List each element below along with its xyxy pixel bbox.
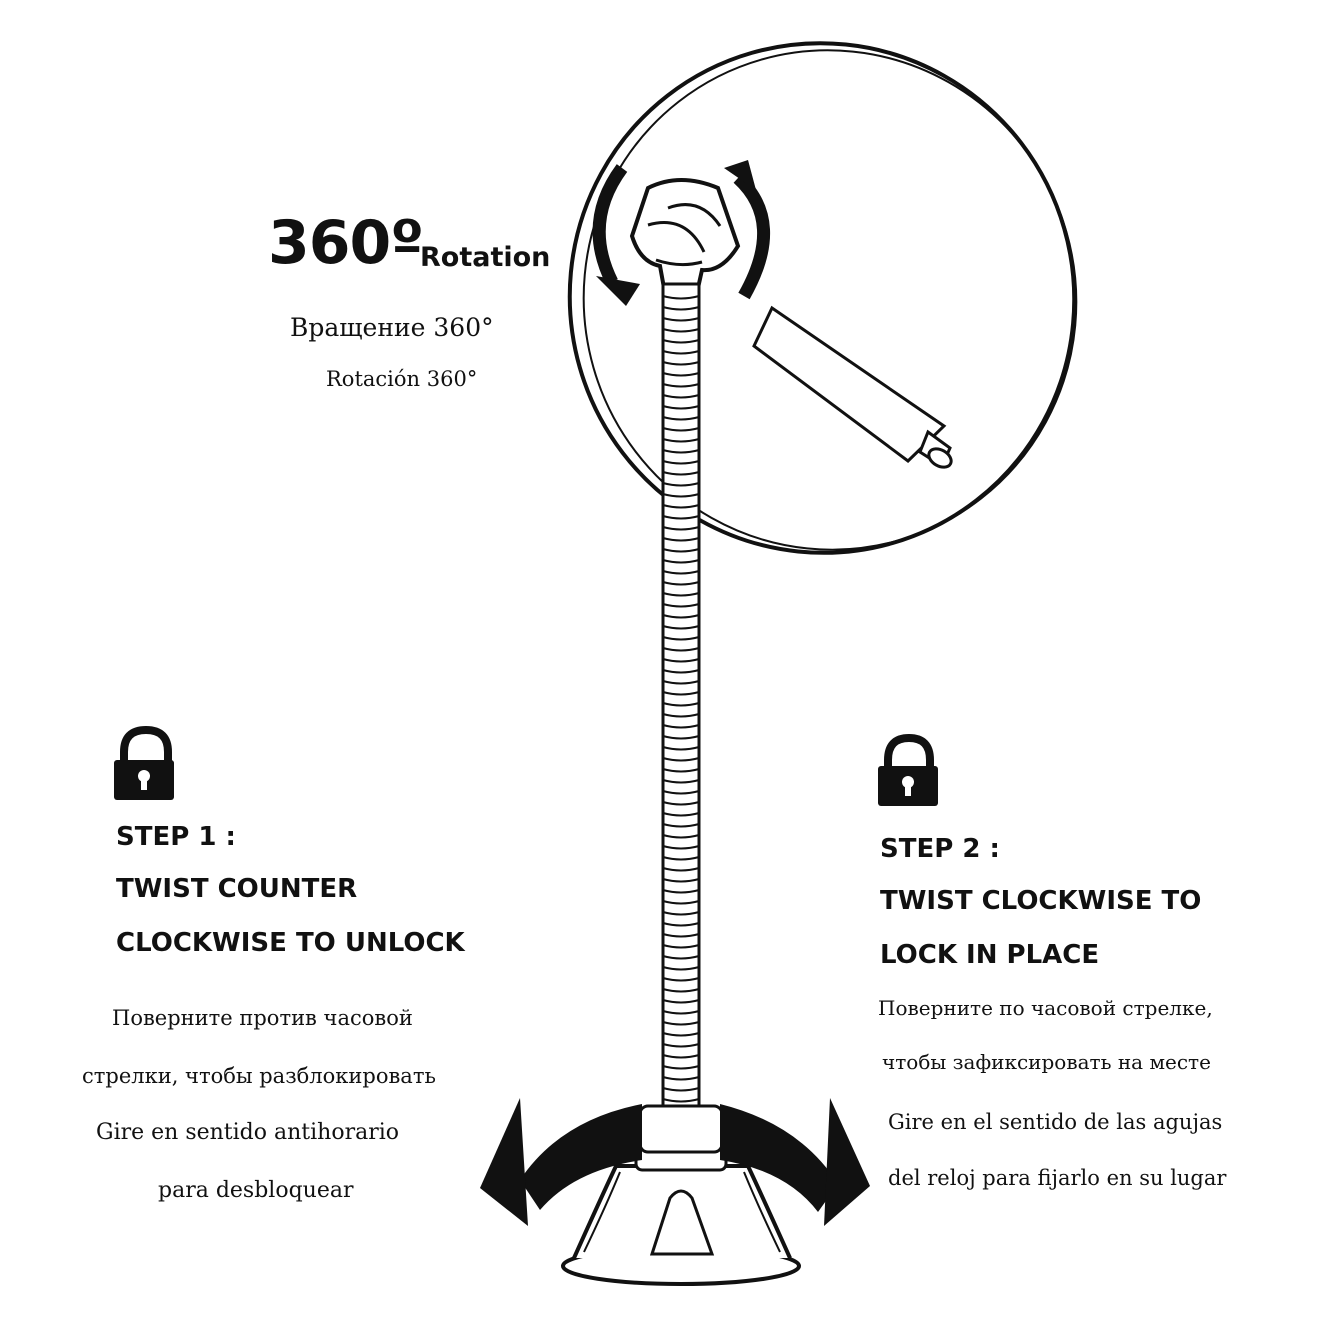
rotation-label-spanish: Rotación 360° <box>326 367 478 391</box>
locked-padlock-icon <box>878 738 938 806</box>
step2-spanish-line2: del reloj para fijarlo en su lugar <box>888 1166 1227 1190</box>
mirror-disc <box>509 0 1135 613</box>
rotation-label: Rotation <box>420 242 551 273</box>
step2-instruction-line1: TWIST CLOCKWISE TO <box>880 886 1202 916</box>
step2-spanish-line1: Gire en el sentido de las agujas <box>888 1110 1223 1134</box>
step2-russian-line1: Поверните по часовой стрелке, <box>878 996 1213 1020</box>
rotation-label-russian: Вращение 360° <box>290 313 494 342</box>
step1-spanish-line1: Gire en sentido antihorario <box>96 1120 400 1145</box>
step1-title: STEP 1 : <box>116 822 236 852</box>
unlocked-padlock-icon <box>114 730 174 800</box>
step1-russian-line2: стрелки, чтобы разблокировать <box>82 1064 436 1088</box>
step2-title: STEP 2 : <box>880 834 1000 864</box>
rotation-degrees: 360º <box>268 208 424 278</box>
step1-russian-line1: Поверните против часовой <box>112 1006 413 1030</box>
step1-instruction-line2: CLOCKWISE TO UNLOCK <box>116 928 465 958</box>
step2-instruction-line2: LOCK IN PLACE <box>880 940 1100 970</box>
step1-instruction-line1: TWIST COUNTER <box>116 874 358 904</box>
step1-spanish-line2: para desbloquear <box>158 1178 354 1203</box>
gooseneck-arm <box>663 284 699 1106</box>
step2-russian-line2: чтобы зафиксировать на месте <box>882 1050 1211 1074</box>
